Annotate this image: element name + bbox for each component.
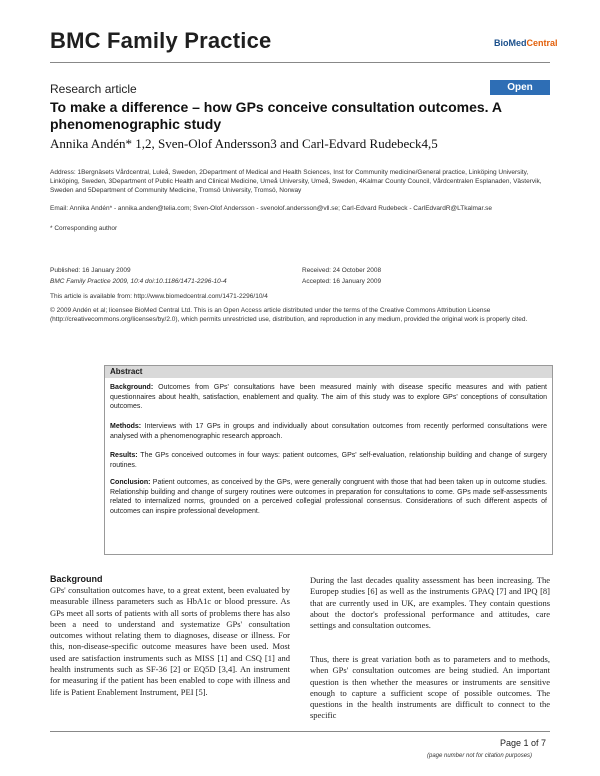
journal-title: BMC Family Practice [50,28,272,53]
logo-bio: BioMed [494,38,527,48]
abstract-conclusion-label: Conclusion: [110,479,151,486]
abstract-conclusion-text: Patient outcomes, as conceived by the GPs, were generally congruent with those that had been taken up in outcome studies. Relationship building and change of surgery routines were outcomes in preparation for consultations to come. GPs made self-assessments related to internalized norms, grounded on a perceived collegial professional consensus. Considerations of such different aspects of outcomes can inspire professional development. [110,479,547,515]
abstract-methods-label: Methods: [110,423,142,430]
abstract-conclusion [110,478,547,516]
page-note: (page number not for citation purposes) [427,753,533,759]
header-rule [50,62,550,63]
open-access-badge: Open Access [490,80,550,95]
abstract-methods-text: Interviews with 17 GPs in groups and individually about consultation outcomes from recently performed consultations were analysed with a phenomenographic research approach. [110,423,547,440]
abstract-results-label: Results: [110,452,138,459]
body-column-left: GPs' consultation outcomes have, to a great extent, been evaluated by measurable illness parameters such as HbA1c or blood pressure. As GPs meet all sorts of patients with all sorts of problems there has also been a need to understand and systematize GPs' consultation outcomes without relating them to diagnoses, disease or illness. For this, non-disease-specific outcome measures have been used. Most used are satisfaction instruments such as MISS [1] and CSQ [1] and health instruments such as SF-36 [2] or EQ5D [3,4]. An instrument for measuring if the patient has been enabled to cope with illness and life is Patient Enablement Instrument, PEI [5]. [50,585,290,697]
section-heading-background: Background [50,574,103,584]
abstract-results [110,451,547,470]
abstract-box [104,365,553,555]
abstract-background [110,383,547,412]
accepted-date: Accepted: 16 January 2009 [302,278,382,285]
body-column-right-para1: During the last decades quality assessment has been increasing. The Europep studies [6] as well as the instruments GPAQ [7] and IPQ [8] that are currently used in UK, are examples. They contain questions about the doctor's professional performance and attitudes, care settings and consultation outcomes. [310,575,550,631]
body-column-right-para2: Thus, there is great variation both as to parameters and to methods, when GPs' consultation outcomes are being studied. An important question is then whether the measures or instruments are sensitive enough to capture a sufficient scope of possible outcomes. The questions in the health instruments are difficult to connect to the specific [310,654,550,721]
article-url[interactable]: This article is available from: http://www.biomedcentral.com/1471-2296/10/4 [50,293,268,300]
citation: BMC Family Practice 2009, 10:4 doi:10.1186/1471-2296-10-4 [50,278,227,285]
affiliations: Address: 1Bergnäsets Vårdcentral, Luleå, Sweden, 2Department of Medical and Health Sciences, Inst for Community medicine/General practice, Linköping University, Linköping, Sweden, 3Department of Public Health and Clinical Medicine, Umeå University, Umeå, Sweden, 4Kalmar County Council, Vårdcentralen Esplanaden, Västervik, Sweden and 5Department of Community Medicine, Tromsö University, Tromsö, Norway [50,169,542,194]
article-type: Research article [50,82,137,96]
author-emails: Email: Annika Andén* - annika.anden@telia.com; Sven-Olof Andersson - svenolof.andersson@vll.se; Carl-Edvard Rudebeck - CarlEdvardR@LTkalmar.se [50,205,493,212]
abstract-results-text: The GPs conceived outcomes in four ways: patient outcomes, GPs' self-evaluation, relationship building and change of surgery routines. [110,452,547,469]
copyright-notice: © 2009 Andén et al; licensee BioMed Central Ltd. This is an Open Access article distributed under the terms of the Creative Commons Attribution License (http://creativecommons.org/licenses/by/2.0), which permits unrestricted use, distribution, and reproduction in any medium, provided the original work is properly cited. [50,307,528,323]
logo-central: Central [526,38,558,48]
published-date: Published: 16 January 2009 [50,267,131,274]
abstract-background-label: Background: [110,384,154,391]
abstract-background-text: Outcomes from GPs' consultations have been measured mainly with disease specific measures and with patient questionnaires about health, satisfaction, enablement and quality. The aim of this study was to explore GPs' conceptions of consultation outcomes. [110,384,547,410]
page-number: Page 1 of 7 [500,738,547,748]
publisher-logo [494,38,558,48]
abstract-heading: Abstract [105,366,552,378]
footer-rule [50,731,550,732]
received-date: Received: 24 October 2008 [302,267,382,274]
abstract-methods [110,422,547,441]
article-title: To make a difference – how GPs conceive consultation outcomes. A phenomenographic study [50,99,502,132]
author-list: Annika Andén* 1,2, Sven-Olof Andersson3 and Carl-Edvard Rudebeck4,5 [50,136,438,151]
corresponding-note: * Corresponding author [50,225,118,232]
